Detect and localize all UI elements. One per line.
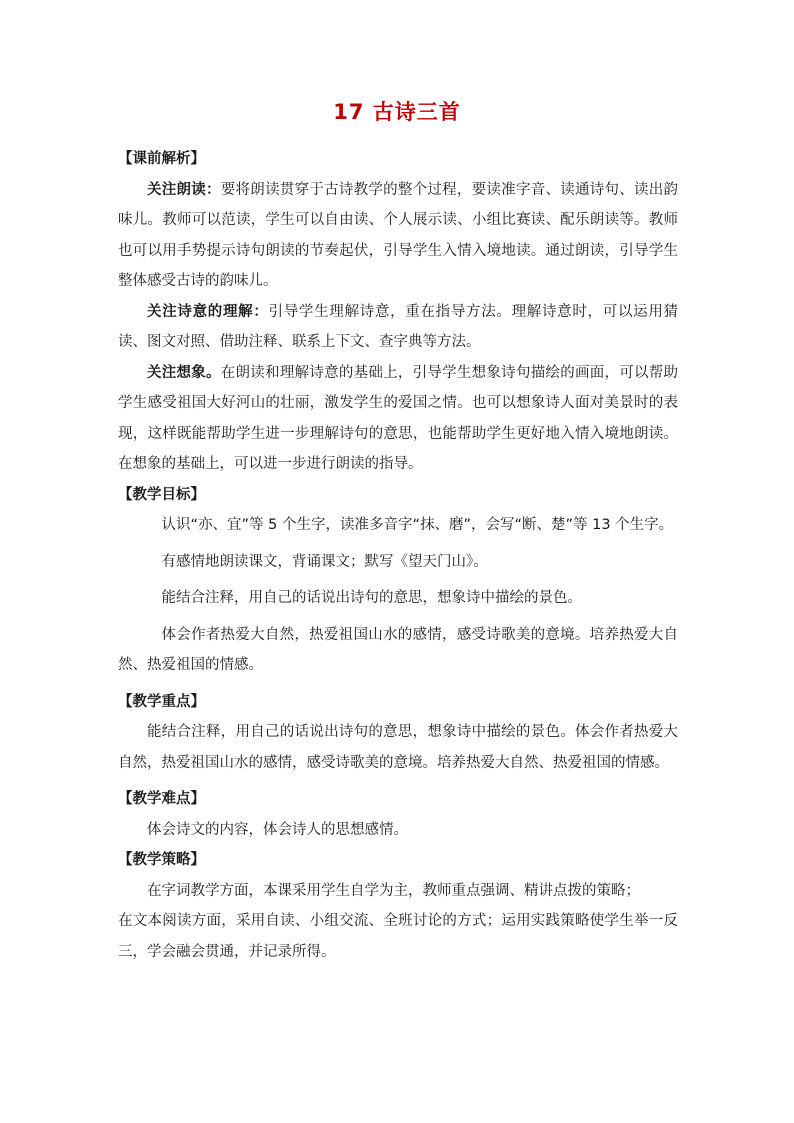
paragraph-meaning [118,297,678,358]
text-imagination: 在朗读和理解诗意的基础上，引导学生想象诗句描绘的画面，可以帮助学生感受祖国大好河山的壮丽，激发学生的爱国之情。也可以想象诗人面对美景时的表现，这样既能帮助学生进一步理解诗句的意思，也能帮助学生更好地入情入境地朗读。在想象的基础上，可以进一步进行朗读的指导。 [118,364,679,472]
paragraph-reading [118,175,678,297]
paragraph-imagination [118,358,678,480]
paragraph-difficulties: 体会诗文的内容，体会诗人的思想感情。 [147,821,408,838]
goal-item: 有感情地朗读课文，背诵课文；默写《望天门山》。 [161,553,488,570]
paragraph-strategy-1: 在字词教学方面，本课采用学生自学为主，教师重点强调、精讲点拨的策略； [147,882,640,899]
goal-item: 能结合注释，用自己的话说出诗句的意思，想象诗中描绘的景色。 [161,590,582,606]
section-heading-difficulties: 【教学难点】 [118,791,205,807]
text-reading: 要将朗读贯穿于古诗教学的整个过程，要读准字音、读通诗句、读出韵味儿。教师可以范读，学生可以自由读、个人展示读、小组比赛读、配乐朗读等。教师也可以用手势提示诗句朗读的节奏起伏，引导学生入情入境地读。通过朗读，引导学生整体感受古诗的韵味儿。 [118,181,679,289]
goal-item: 认识“亦、宜”等 5 个生字，读准多音字“抹、磨”，会写“断、楚”等 13 个生字。 [161,517,674,533]
text-meaning: 引导学生理解诗意，重在指导方法。理解诗意时，可以运用猜读、图文对照、借助注释、联系上下文、查字典等方法。 [118,303,679,350]
section-heading-key-points: 【教学重点】 [118,693,205,710]
section-heading-strategy: 【教学策略】 [118,852,205,868]
label-reading-sep: ： [206,181,221,198]
section-heading-goals: 【教学目标】 [118,486,205,503]
label-reading: 关注朗读 [147,181,207,198]
section-heading-pre-analysis: 【课前解析】 [118,151,205,167]
document-title: 17 古诗三首 [333,100,461,124]
paragraph-key-points: 能结合注释，用自己的话说出诗句的意思，想象诗中描绘的景色。体会作者热爱大自然，热爱祖国山水的感情，感受诗歌美的意境。培养热爱大自然、热爱祖国的情感。 [118,724,678,771]
label-imagination-sep: 。 [206,364,221,381]
label-meaning-sep: ： [253,303,269,320]
label-imagination: 关注想象 [147,364,207,381]
paragraph-strategy-2: 在文本阅读方面，采用自读、小组交流、全班讨论的方式；运用实践策略使学生举一反三，学会融会贯通，并记录所得。 [118,913,678,960]
label-meaning: 关注诗意的理解 [147,303,254,320]
goal-item: 体会作者热爱大自然，热爱祖国山水的感情，感受诗歌美的意境。培养热爱大自然、热爱祖国的情感。 [118,626,678,673]
document-body [118,144,678,967]
